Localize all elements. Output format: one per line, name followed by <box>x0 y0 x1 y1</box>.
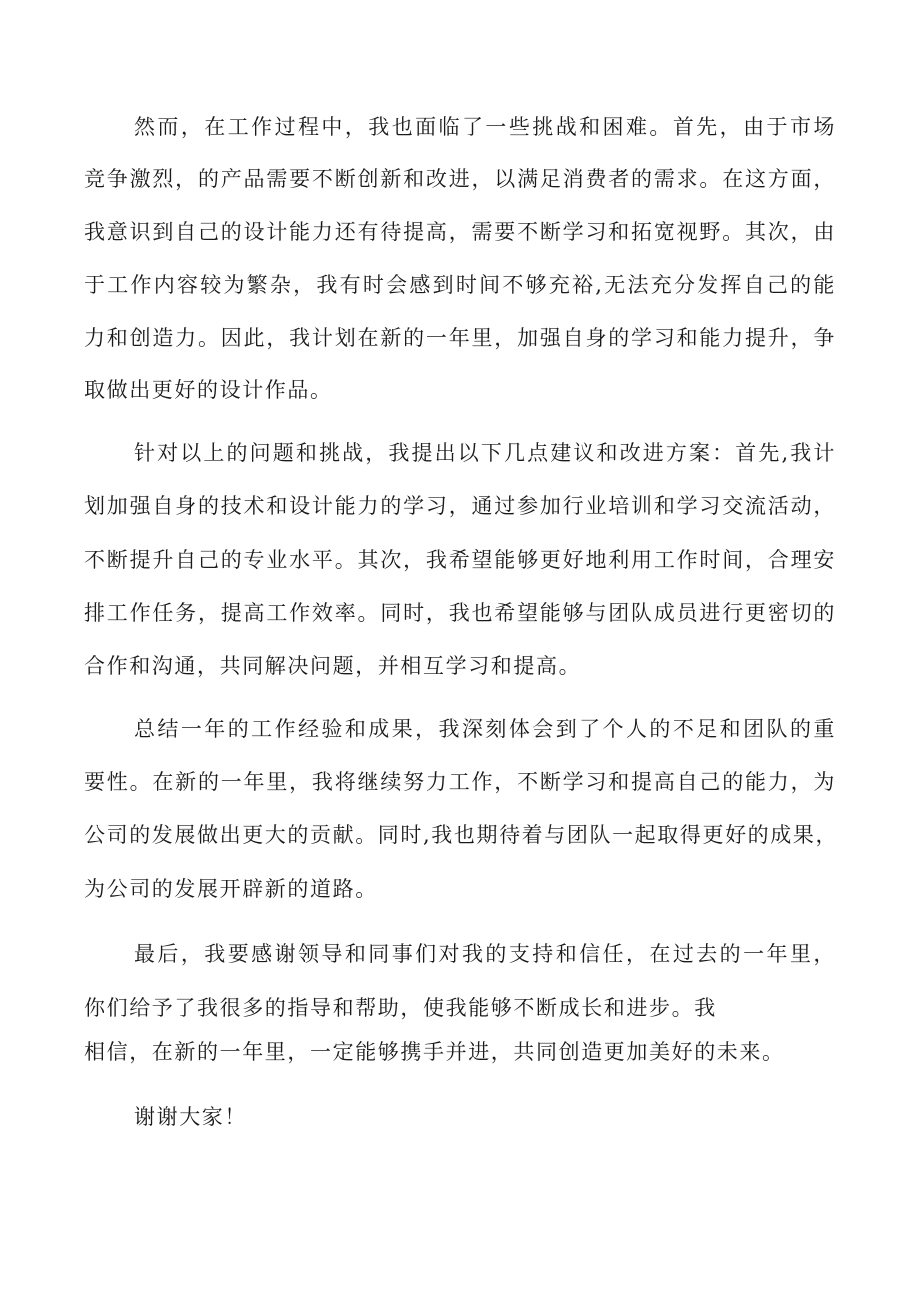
text-line: 划加强自身的技术和设计能力的学习，通过参加行业培训和学习交流活动， <box>84 494 836 518</box>
text-line: 不断提升自己的专业水平。其次，我希望能够更好地利用工作时间，合理安 <box>84 548 836 572</box>
text-line: 针对以上的问题和挑战，我提出以下几点建议和改进方案：首先,我计 <box>134 441 836 465</box>
text-line: 你们给予了我很多的指导和帮助，使我能够不断成长和进步。我 <box>84 996 717 1020</box>
text-line: 竞争激烈，的产品需要不断创新和改进，以满足消费者的需求。在这方面， <box>84 167 836 191</box>
text-line: 要性。在新的一年里，我将继续努力工作，不断学习和提高自己的能力，为 <box>84 770 836 794</box>
text-line: 相信，在新的一年里，一定能够携手并进，共同创造更加美好的未来。 <box>84 1040 785 1064</box>
text-line: 为公司的发展开辟新的道路。 <box>84 877 378 901</box>
text-line: 最后，我要感谢领导和同事们对我的支持和信任，在过去的一年里， <box>134 942 836 966</box>
text-line: 公司的发展做出更大的贡献。同时,我也期待着与团队一起取得更好的成果， <box>84 823 839 847</box>
text-line: 合作和沟通，共同解决问题，并相互学习和提高。 <box>84 654 582 678</box>
text-line: 力和创造力。因此，我计划在新的一年里，加强自身的学习和能力提升，争 <box>84 326 836 350</box>
text-line: 我意识到自己的设计能力还有待提高，需要不断学习和拓宽视野。其次，由 <box>84 220 836 244</box>
text-line: 取做出更好的设计作品。 <box>84 378 333 402</box>
text-line: 然而，在工作过程中，我也面临了一些挑战和困难。首先，由于市场 <box>134 115 836 139</box>
text-line: 排工作任务，提高工作效率。同时，我也希望能够与团队成员进行更密切的 <box>84 601 836 625</box>
text-line: 于工作内容较为繁杂，我有时会感到时间不够充裕,无法充分发挥自己的能 <box>84 273 836 297</box>
closing-line: 谢谢大家！ <box>134 1105 247 1129</box>
text-line: 总结一年的工作经验和成果，我深刻体会到了个人的不足和团队的重 <box>134 717 836 741</box>
